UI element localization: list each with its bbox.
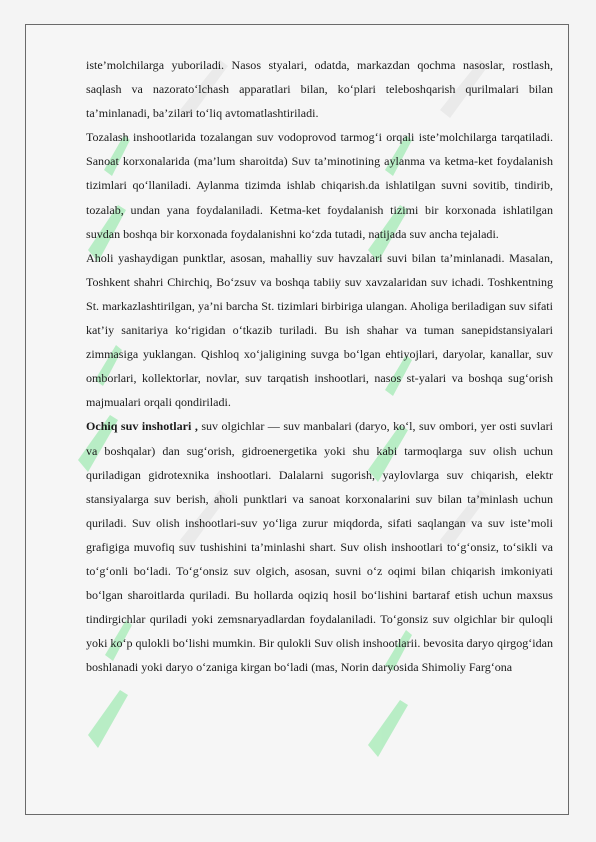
- paragraph-3: Aholi yashaydigan punktlar, asosan, mahalliy suv havzalari suvi bilan ta’minlanadi. Masalan, Toshkent shahri Chirchiq, Bo‘zsuv va boshqa tabiiy suv xavzalaridan suv ichadi. Toshkentning St. markazlashtirilgan, ya’ni barcha St. tizimlari birbiriga ulangan. Aholiga beriladigan suv sifati kat’iy sanitariya ko‘rigidan o‘tkazib turiladi. Bu ish shahar va tuman sanepidstansiyalari zimmasiga yuklangan. Qishloq xo‘jaligining suvga bo‘lgan ehtiyojlari, daryolar, kanallar, suv omborlari, kollektorlar, novlar, suv tarqatish inshootlari, nasos st-yalari va boshqa sug‘orish majmualari orqali qondiriladi.: [86, 250, 553, 410]
- paragraph-4: [86, 414, 553, 679]
- paragraph-2: Tozalash inshootlarida tozalangan suv vodoprovod tarmog‘i orqali iste’molchilarga tarqatiladi. Sanoat korxonalarida (ma’lum sharoitda) Suv ta’minotining aylanma va ketma-ket foydalanish tizimlari qo‘llaniladi. Aylanma tizimda ishlab chiqarish.da ishlatilgan suvni sovitib, tindirib, tozalab, undan yana foydalaniladi. Ketma-ket foydalanish tizimi bir korxonada ishlatilgan suvdan boshqa bir korxonada foydalanishni ko‘zda tutadi, natijada suv ancha tejaladi.: [86, 130, 553, 241]
- paragraph-1: iste’molchilarga yuboriladi. Nasos styalari, odatda, markazdan qochma nasoslar, rostlash, saqlash va nazorato‘lchash apparatlari bilan, ko‘plari teleboshqarish qurilmalari bilan ta’minlanadi, ba’zilari to‘liq avtomatlashtiriladi.: [86, 58, 553, 121]
- paragraph-4-text: suv olgichlar — suv manbalari (daryo, ko‘l, suv ombori, yer osti suvlari va boshqalar) dan sug‘orish, gidroenergetika yoki shu kabi tarmoqlarga suv olish uchun quriladigan gidrotexnika inshootlari. Dalalarni sugorish, yaylovlarga suv chiqarish, elektr stansiyalarga suv berish, aholi punktlari va sanoat korxonalarini suv bilan ta’minlash uchun quriladi. Suv olish inshootlari-suv yo‘liga zurur miqdorda, sifati saqlangan va suv iste’moli grafigiga muvofiq suv tushishini ta’minlashi shart. Suv olish inshootlari to‘g‘onsiz, to‘sikli va to‘g‘onli bo‘ladi. To‘g‘onsiz suv olgich, asosan, suvni o‘z oqimi bilan chiqarish imkoniyati bo‘lgan sharoitlarda quriladi. Bu hollarda oqiziq hosil bo‘lishini bartaraf etish uchun maxsus tindirgichlar quriladi yoki zemsnaryadlardan foydalaniladi. To‘gonsiz suv olgichlar bir quloqli yoki ko‘p qulokli bo‘lishi mumkin. Bir qulokli Suv olish inshootlarii. bevosita daryo qirgog‘idan boshlanadi yoki daryo o‘zaniga kirgan bo‘ladi (mas, Norin daryosida Shimoliy Farg‘ona: [86, 419, 553, 675]
- document-body: [86, 53, 553, 679]
- term-heading: Ochiq suv inshotlari ,: [86, 419, 198, 434]
